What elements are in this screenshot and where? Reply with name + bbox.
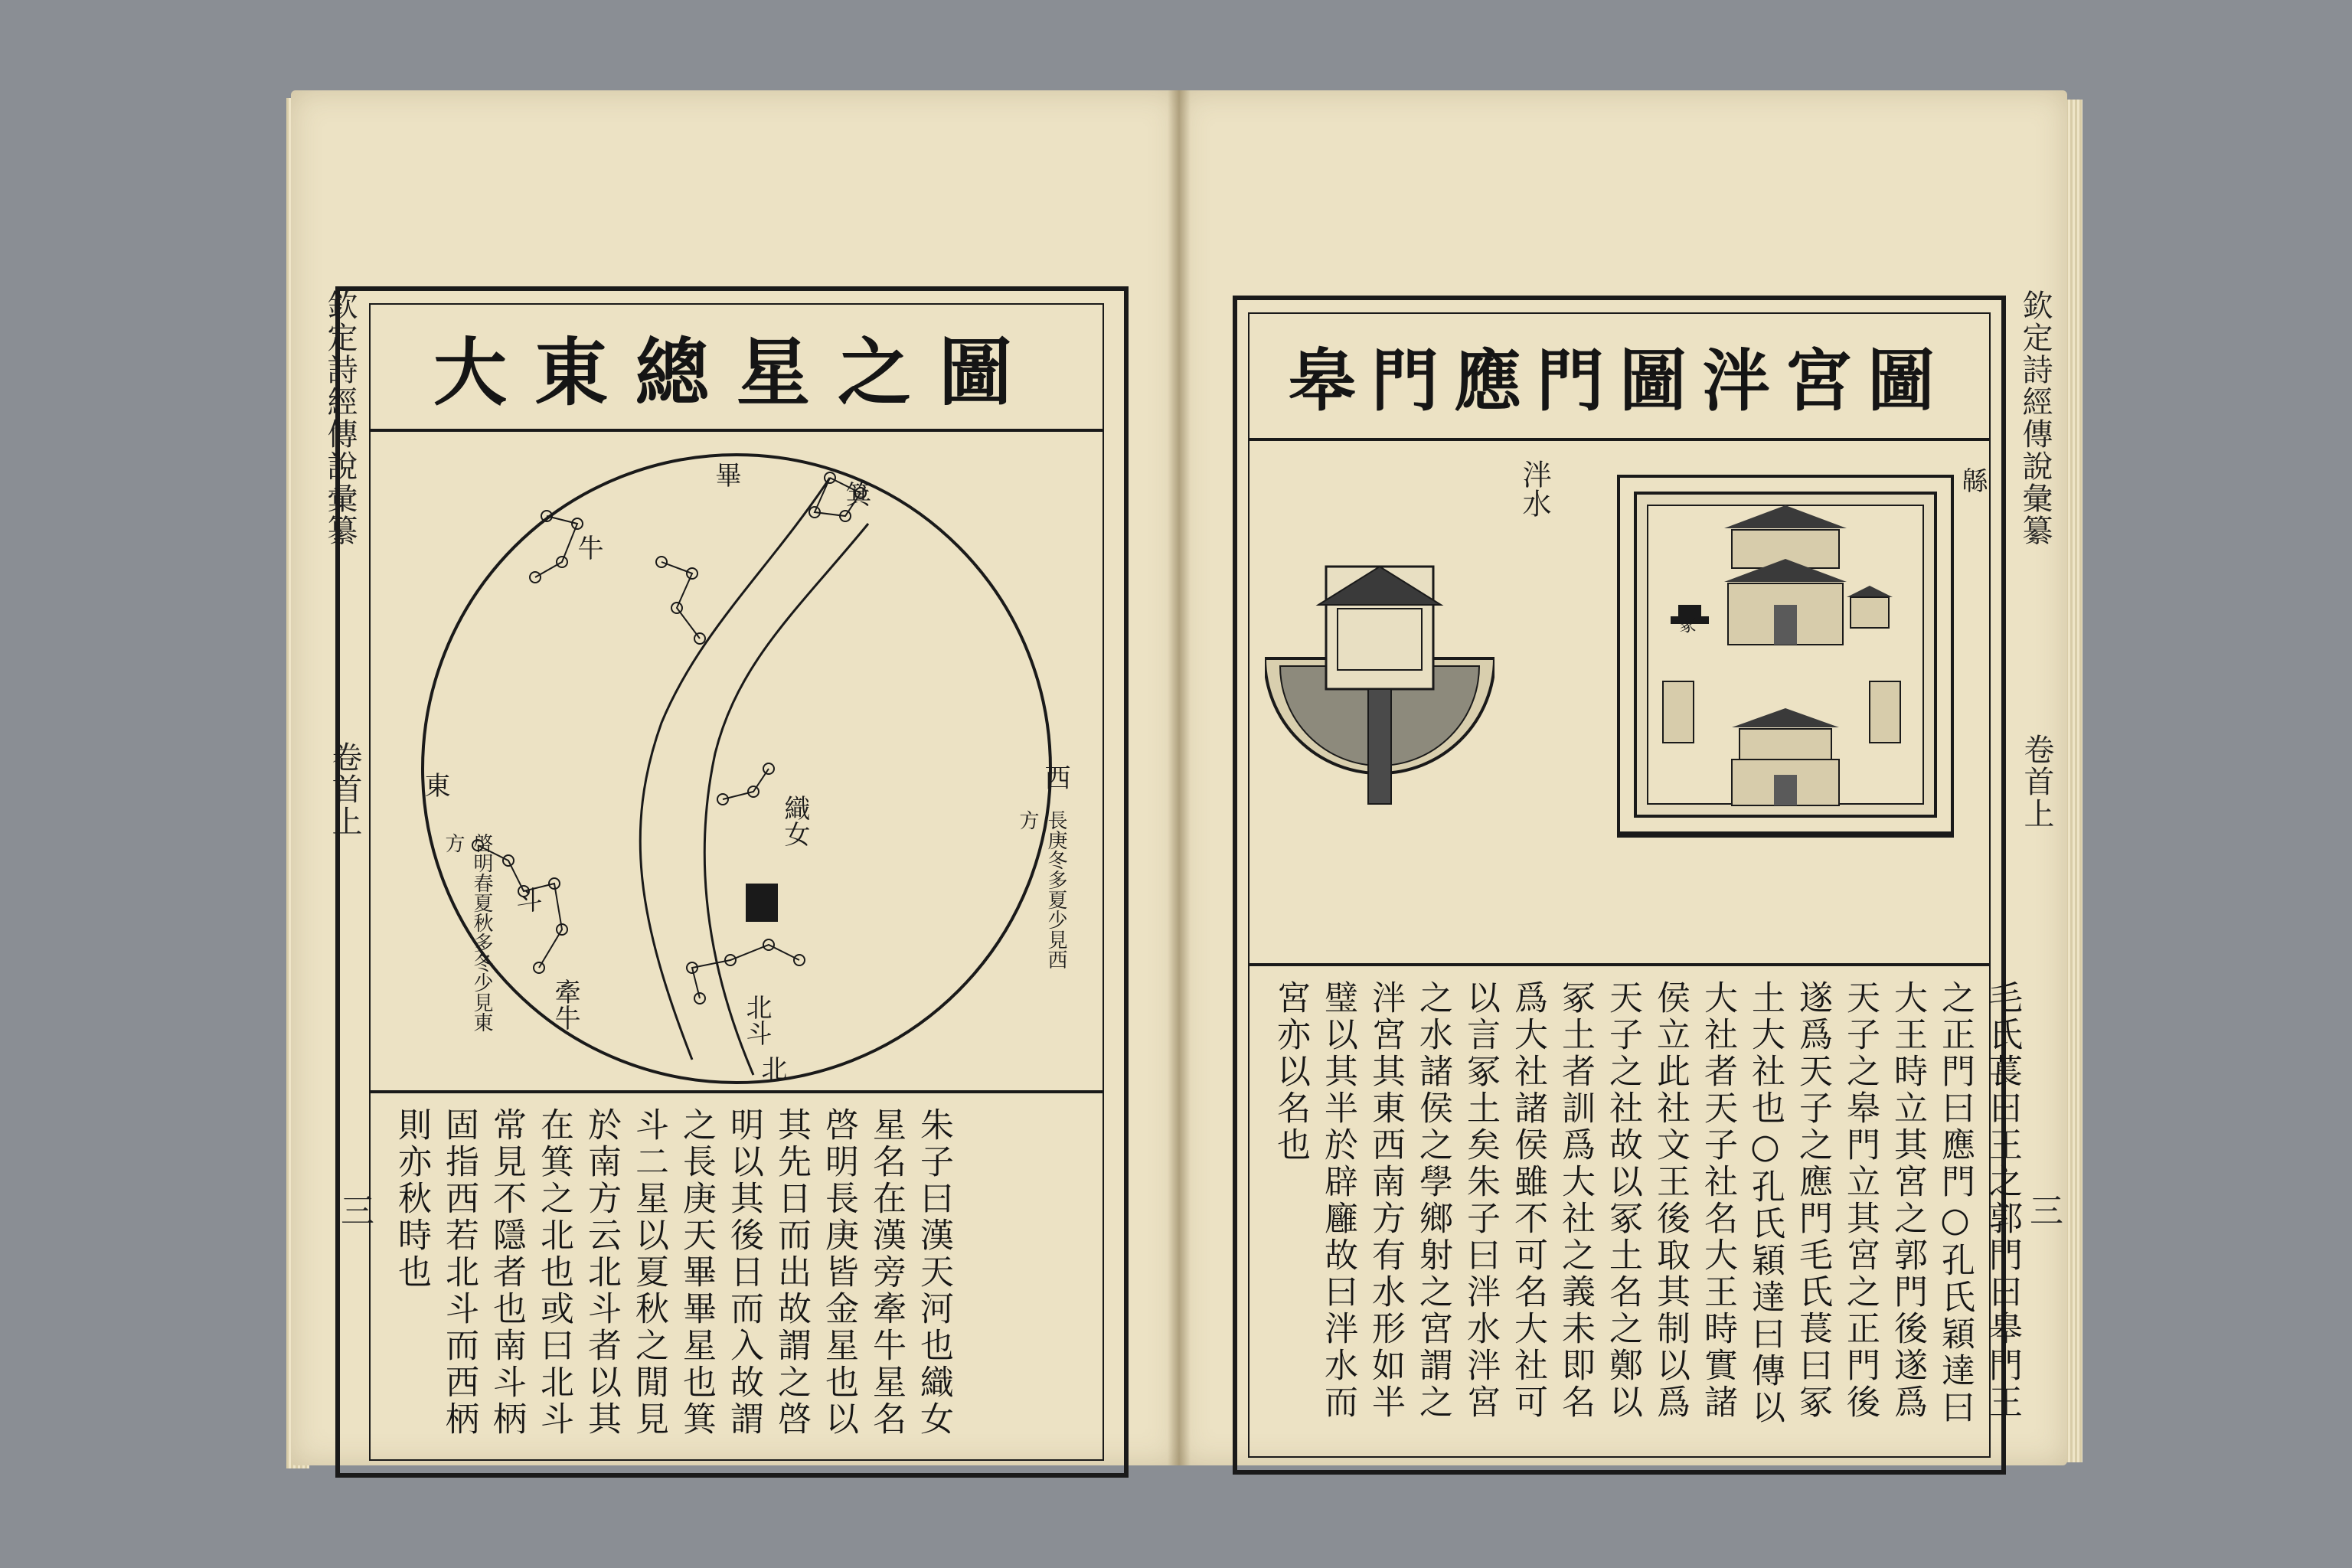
label-zhong: 冢 [1677, 616, 1696, 633]
label-zhinv: 織女 [779, 795, 810, 847]
left-margin-title: 欽定詩經傳說彙纂 [322, 289, 358, 547]
left-page [291, 90, 1179, 1465]
left-page-title: 大東總星之圖 [433, 328, 1040, 416]
book-gutter [1168, 90, 1191, 1465]
right-inner-frame [1248, 312, 2022, 1458]
label-ji: 箕 [841, 481, 871, 507]
label-east: 東 [420, 772, 450, 798]
right-page-number: 三 [2024, 1193, 2063, 1227]
right-margin-title: 欽定詩經傳說彙纂 [2017, 289, 2053, 547]
star-map-circle [423, 455, 1050, 1083]
gao-gate [1732, 708, 1839, 805]
label-qiming: 啓明春夏秋多冬少見東方 [442, 833, 493, 1032]
label-pan-shui: 泮水 [1517, 459, 1551, 518]
asterism-zhinv [717, 763, 774, 805]
label-changgeng: 長庚冬多夏少見西方 [1016, 810, 1067, 969]
palace-building [1724, 505, 1847, 645]
left-outer-frame [335, 286, 1129, 1478]
label-west: 西 [1040, 764, 1070, 790]
left-page-number: 三 [335, 1193, 374, 1227]
left-commentary-text: 朱子曰漢天河也織女星名在漢旁牽牛星名啓明長庚皆金星也以其先日而出故謂之啓明以其後日而入故謂之長庚天畢畢星也箕斗二星以夏秋之閒見於南方云北斗者以其在箕之北也或曰北斗常見不隱者也南斗柄固指西若北斗而西柄則亦秋時也 [392, 1107, 953, 1438]
label-xian: 緜 [1957, 467, 1988, 493]
label-beidou: 北斗 [741, 994, 772, 1046]
right-title-box [1250, 314, 1989, 441]
left-title-box [371, 305, 1102, 432]
gaomen-yingmen-illustration [1617, 475, 1954, 842]
asterism-nu [656, 557, 705, 644]
right-commentary-text: 毛氏萇曰王之郭門曰皋門王之正門曰應門○孔氏穎達曰大王時立其宮之郭門後遂爲天子之皋門立其宮之正門後遂爲天子之應門毛氏萇曰冢土大社也○孔氏穎達曰傳以大社者天子社名大王時實諸侯立此社文王後取其制以爲天子之社故以冢土名之鄭以冢土者訓爲大社之義未即名爲大社諸侯雖不可名大社可以言冢土矣朱子曰泮水泮宮之水諸侯之學鄉射之宮謂之泮宮其東西南方有水形如半璧以其半於辟廱故曰泮水而宮亦以名也 [1271, 980, 2022, 1426]
right-page [1179, 90, 2067, 1465]
right-page-title: 皋門應門圖泮宮圖 [1288, 341, 1950, 420]
right-commentary [1250, 963, 2022, 1456]
pole-marker [746, 884, 778, 922]
right-margin-volume: 卷首上 [2019, 733, 2054, 830]
label-bi: 畢 [710, 462, 741, 488]
right-outer-frame [1233, 296, 2022, 1475]
label-north: 北 [756, 1055, 787, 1081]
left-margin-volume: 卷首上 [327, 741, 362, 838]
label-qianniu: 牽牛 [550, 978, 580, 1031]
label-niu: 牛 [573, 534, 603, 560]
left-commentary [371, 1090, 1102, 1459]
left-inner-frame [369, 303, 1104, 1461]
label-dou: 斗 [511, 887, 542, 913]
pangong-illustration [1265, 551, 1494, 812]
